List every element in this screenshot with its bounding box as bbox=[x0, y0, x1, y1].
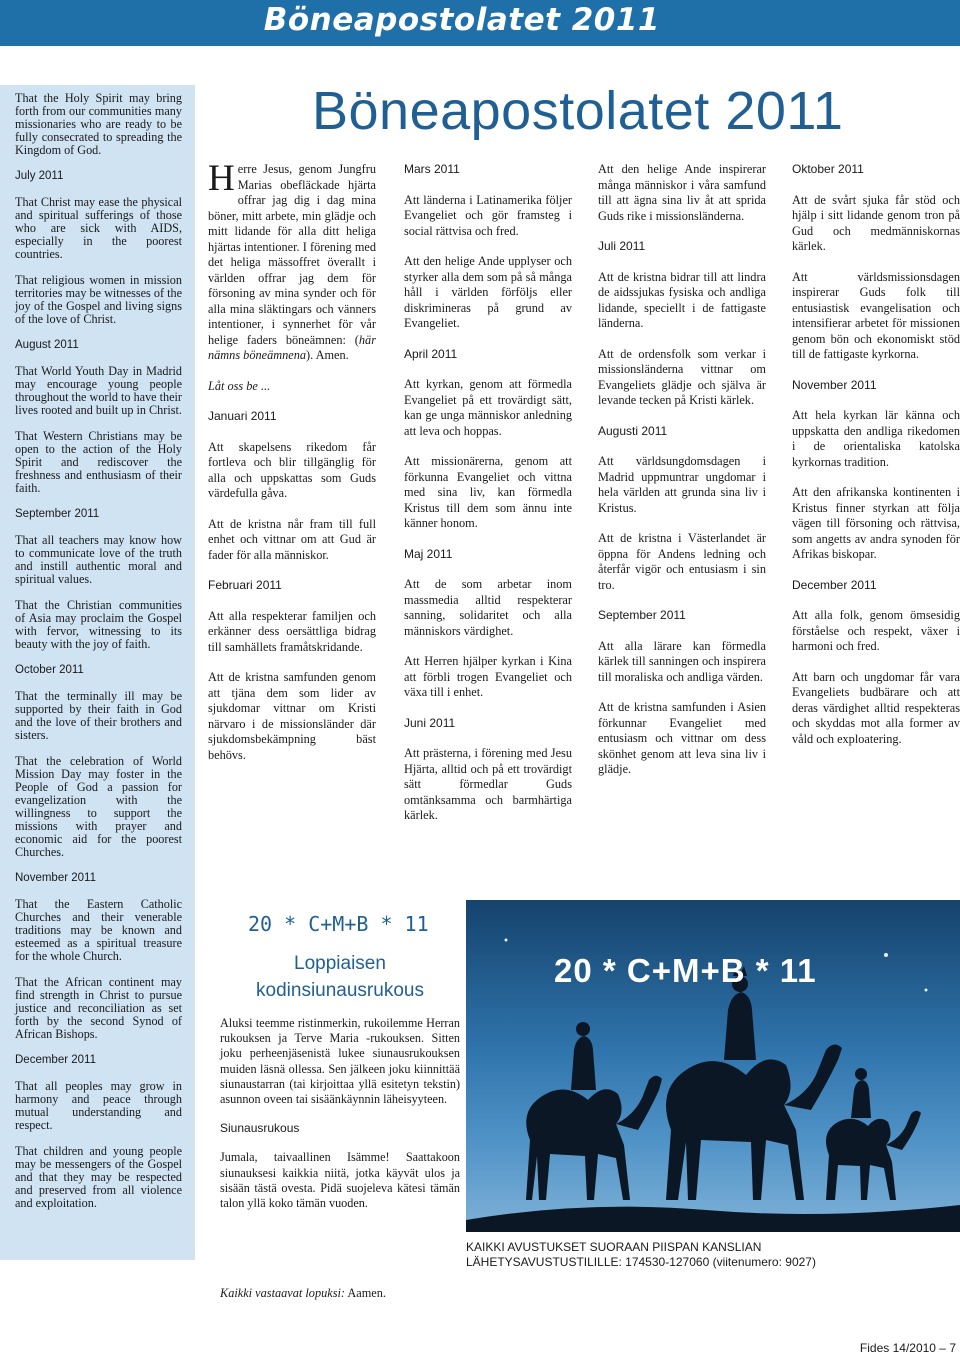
intention-text: Att de kristna bidrar till att lindra de aidssjukas fysiska och andliga lidande, speciellt i de fattigaste länderna. bbox=[598, 269, 766, 330]
intention-text: Att världsmissionsdagen inspirerar Guds folk till entusiastisk evangelisation och intensifierar arbetet för missionen genom bön och ekonomiskt stöd till de fattigaste kyrkorna. bbox=[792, 269, 960, 361]
month-heading: July 2011 bbox=[15, 170, 64, 182]
epiphany-body: Aluksi teemme ristinmerkin, rukoilemme Herran rukouksen ja Terve Maria -rukouksen. Sitten joku perheenjäsenistä lukee siunausrukouksen muiden läsnä ollessa. Sen jälkeen joku kiinnittää siunaustarran (tai kirjoittaa yllä esitetyn tekstin) asunnon oveen tai sisäänkäynnin läheisyyteen. bbox=[220, 1016, 460, 1107]
intention-text: That children and young people may be messengers of the Gospel and that they may be respected and preserved from all violence and exploitation. bbox=[15, 1144, 182, 1210]
intention-text: Att de kristna samfunden genom att tjäna dem som lider av sjukdomar vittnar om Kristi närvaro i de missionsländer där sjukdomsbekämpning bäst behövs. bbox=[208, 670, 376, 762]
intro-italic: här nämns böneämnena bbox=[208, 332, 376, 362]
photo-chalk-text: 20 * C+M+B * 11 bbox=[554, 952, 817, 989]
intention-text: Att kyrkan, genom att förmedla Evangeliet på ett trovärdigt sätt, kan ge unga människor anledning att leva och hoppas. bbox=[404, 377, 572, 438]
intention-text: That all peoples may grow in harmony and peace through mutual understanding and respect. bbox=[15, 1079, 182, 1132]
prayer-intro bbox=[208, 158, 376, 364]
month-heading: Oktober 2011 bbox=[792, 162, 864, 176]
month-heading: Augusti 2011 bbox=[598, 423, 668, 438]
caption-line1: KAIKKI AVUSTUKSET SUORAAN PIISPAN KANSLIAN bbox=[466, 1240, 762, 1254]
intro-end: ). Amen. bbox=[306, 348, 349, 362]
month-heading: Januari 2011 bbox=[208, 409, 277, 423]
blessing-prayer: Jumala, taivaallinen Isämme! Saattakoon siunauksesi kaikkia niitä, jotka käyvät ulos ja sisään tästä ovesta. Pidä suojeleva kätesi tämän talon yllä koko tämän vuoden. bbox=[220, 1150, 460, 1211]
intention-text: Att skapelsens rikedom får fortleva och blir tillgänglig för alla och uppskattas som Guds värdefulla gåva. bbox=[208, 439, 376, 500]
banner-title: Böneapostolatet 2011 bbox=[263, 2, 660, 38]
top-banner bbox=[0, 0, 960, 46]
three-kings-photo bbox=[466, 900, 960, 1232]
intention-text: That the celebration of World Mission Day may foster in the People of God a passion for evangelization with the willingness to support the missions with prayer and economic aid for the poorest Churches. bbox=[15, 754, 182, 859]
intention-text: Att prästerna, i förening med Jesu Hjärta, alltid och på ett trovärdigt sätt förmedlar Guds omtänksamma och barmhärtiga kärlek. bbox=[404, 746, 572, 822]
intention-text: That all teachers may know how to communicate love of the truth and instill authentic moral and spiritual values. bbox=[15, 533, 182, 586]
intention-text: Att alla respekterar familjen och erkänner dess oersättliga bidrag till samhällets framåtskridande. bbox=[208, 608, 376, 654]
intention-text: That World Youth Day in Madrid may encourage young people throughout the world to have their lives rooted and built up in Christ. bbox=[15, 364, 182, 417]
epiphany-title-line2: kodinsiunausrukous bbox=[256, 980, 424, 1001]
column-3 bbox=[598, 162, 766, 793]
page-title: Böneapostolatet 2011 bbox=[312, 81, 844, 141]
camel-silhouette-graphic bbox=[466, 900, 960, 1232]
month-heading: Juni 2011 bbox=[404, 715, 456, 730]
intention-text: Att världsungdomsdagen i Madrid uppmuntrar ungdomar i hela världen att grunda sina liv i Kristus. bbox=[598, 454, 766, 515]
month-heading: September 2011 bbox=[15, 508, 100, 520]
intention-text: Att alla folk, genom ömsesidig förståelse och respekt, växer i harmoni och fred. bbox=[792, 608, 960, 653]
month-heading: Maj 2011 bbox=[404, 546, 453, 561]
intention-text: That the African continent may find strength in Christ to pursue justice and reconciliation as set forth by the second Synod of African Bishops. bbox=[15, 975, 182, 1041]
intention-text: Att den afrikanska kontinenten i Kristus finner styrkan att följa vägen till försoning och rättvisa, som angetts av andra synoden för Afrikas biskopar. bbox=[792, 485, 960, 561]
intention-text: Att länderna i Latinamerika följer Evangeliet och gör framsteg i social rättvisa och fred. bbox=[404, 192, 572, 238]
intention-text: That the terminally ill may be supported by their faith in God and the love of their brothers and sisters. bbox=[15, 689, 182, 742]
month-heading: November 2011 bbox=[15, 872, 96, 884]
month-heading: April 2011 bbox=[404, 346, 458, 361]
closing-response bbox=[220, 1286, 386, 1301]
intention-text: Att de kristna når fram till full enhet och vittnar om att Gud är fader för alla människor. bbox=[208, 516, 376, 562]
drop-cap: H bbox=[208, 158, 235, 199]
month-heading: September 2011 bbox=[598, 608, 686, 622]
intention-text: Att den helige Ande inspirerar många människor i våra samfund till att ägna sina liv åt att sprida Guds rike i missionsländerna. bbox=[598, 162, 766, 223]
intention-text: That the Holy Spirit may bring forth from our communities many missionaries who are ready to be fully consecrated to spreading the Kingdom of God. bbox=[15, 91, 182, 157]
intention-text: That religious women in mission territories may be witnesses of the joy of the Gospel and living signs of the love of Christ. bbox=[15, 273, 182, 326]
column-1-entries bbox=[208, 409, 376, 763]
page-footer: Fides 14/2010 – 7 bbox=[859, 1341, 956, 1355]
intention-text: That the Eastern Catholic Churches and their venerable traditions may be known and esteemed as a spiritual treasure for the whole Church. bbox=[15, 897, 182, 963]
caption-line2: LÄHETYSAVUSTUSTILILLE: 174530-127060 (viitenumero: 9027) bbox=[466, 1255, 816, 1269]
month-heading: August 2011 bbox=[15, 339, 79, 351]
intention-text: That Christ may ease the physical and spiritual sufferings of those who are sick with AIDS, especially in the poorest countries. bbox=[15, 195, 182, 261]
intention-text: Att de ordensfolk som verkar i missionsländerna vittnar om Evangeliets glädje och själva är levande tecken på Kristi kärlek. bbox=[598, 346, 766, 407]
column-4 bbox=[792, 162, 960, 762]
month-heading: November 2011 bbox=[792, 377, 877, 392]
month-heading: Februari 2011 bbox=[208, 578, 282, 592]
intention-text: Att alla lärare kan förmedla kärlek till sanningen och inspirera till moraliska och andliga värden. bbox=[598, 638, 766, 684]
chalk-code: 20 * C+M+B * 11 bbox=[248, 912, 429, 936]
intro-text: erre Jesus, genom Jungfru Marias obefläckade hjärta offrar jag dig i dag mina böner, mitt arbete, min glädje och mitt lidande för alla ditt heliga hjärtas intentioner. I förening med det heliga mässoffret överallt i världen offrar jag dem för försoning av mina synder och för alla mina släktingars och vänners intentioner, i synnerhet för vår helige faders böneämnen: ( bbox=[208, 162, 376, 347]
closing-line: Låt oss be ... bbox=[208, 378, 271, 393]
month-heading: December 2011 bbox=[15, 1054, 96, 1066]
intention-text: Att den helige Ande upplyser och styrker alla dem som på så många håll i världen förföljs eller diskrimineras på grund av Evangeliet. bbox=[404, 254, 572, 330]
closing-italic: Kaikki vastaavat lopuksi: bbox=[220, 1286, 345, 1300]
month-heading: October 2011 bbox=[15, 664, 84, 676]
epiphany-title bbox=[220, 950, 460, 1004]
donation-caption bbox=[466, 1240, 816, 1270]
intention-text: Att de kristna i Västerlandet är öppna för Andens ledning och återfår vigör och entusiasm i sin tro. bbox=[598, 531, 766, 592]
epiphany-title-line1: Loppiaisen bbox=[294, 953, 386, 974]
intention-text: Att de kristna samfunden i Asien förkunnar Evangeliet med entusiasm och vittnar om dess skönhet genom att leva sina liv i glädje. bbox=[598, 700, 766, 776]
intention-text: Att de som arbetar inom massmedia alltid respekterar sanning, solidaritet och alla människors värdighet. bbox=[404, 577, 572, 638]
intention-text: Att hela kyrkan lär känna och uppskatta den andliga rikedomen i de orientaliska katolska kyrkornas tradition. bbox=[792, 408, 960, 469]
intention-text: Att missionärerna, genom att förkunna Evangeliet och vittna med sina liv, kan förmedla Kristus till dem som ännu inte känner honom. bbox=[404, 454, 572, 530]
column-1 bbox=[208, 158, 376, 778]
english-sidebar bbox=[0, 85, 195, 1260]
intention-text: That the Christian communities of Asia may proclaim the Gospel with fervor, witnessing to its beauty with the joy of faith. bbox=[15, 598, 182, 651]
month-heading: Juli 2011 bbox=[598, 239, 646, 253]
intention-text: Att de svårt sjuka får stöd och hjälp i sitt lidande genom tron på Gud och medmänniskornas kärlek. bbox=[792, 192, 960, 253]
month-heading: Mars 2011 bbox=[404, 162, 460, 176]
sidebar-content bbox=[15, 92, 182, 1223]
intention-text: That Western Christians may be open to the action of the Holy Spirit and rediscover the freshness and enthusiasm of their faith. bbox=[15, 429, 182, 495]
closing-amen: Aamen. bbox=[345, 1286, 386, 1300]
column-2 bbox=[404, 162, 572, 839]
intention-text: Att Herren hjälper kyrkan i Kina att förbli trogen Evangeliet och växa till i enhet. bbox=[404, 654, 572, 699]
intention-text: Att barn och ungdomar får vara Evangeliets budbärare och att deras värdighet alltid respekteras och skyddas mot alla former av våld och exploatering. bbox=[792, 669, 960, 746]
month-heading: December 2011 bbox=[792, 577, 877, 592]
prayer-heading: Siunausrukous bbox=[220, 1121, 300, 1136]
epiphany-box bbox=[220, 912, 460, 1225]
